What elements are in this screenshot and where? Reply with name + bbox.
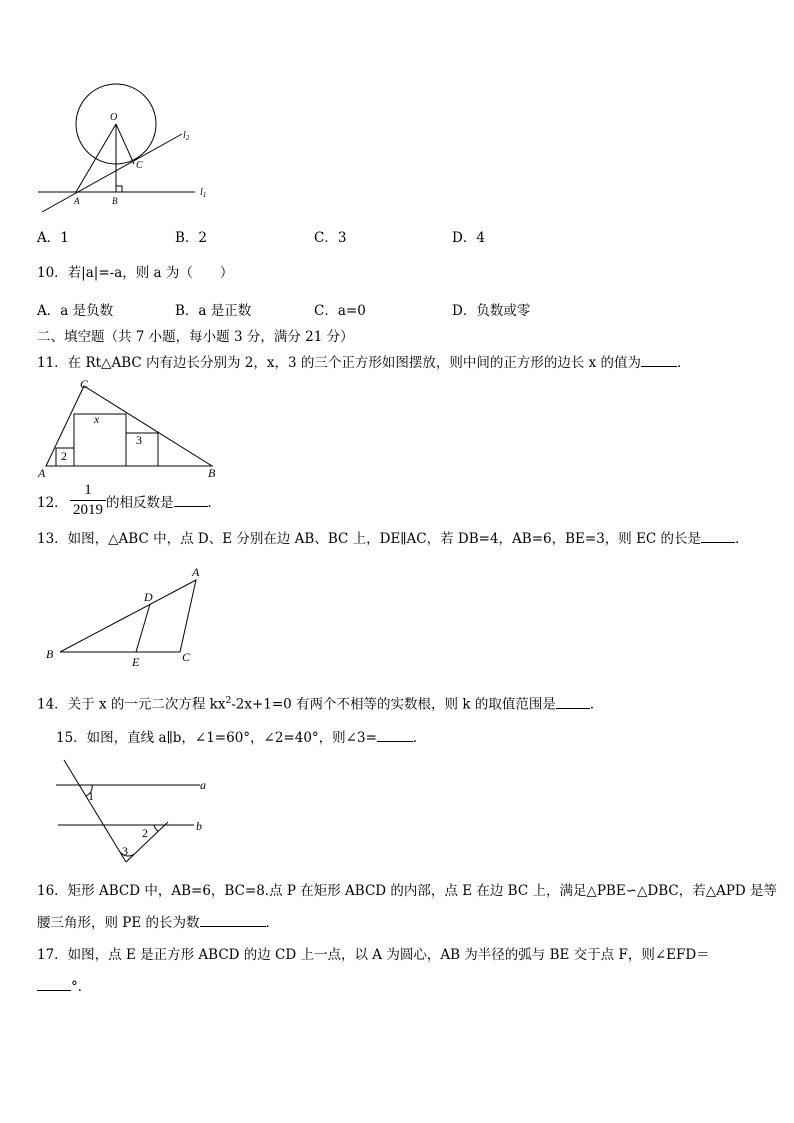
- q10-option-a: A．a 是负数: [37, 303, 114, 319]
- q9-label-l1: $l_1$: [200, 187, 207, 199]
- q11-label-x: x: [94, 412, 100, 426]
- q12-fraction-denominator: 2019: [73, 502, 103, 518]
- q15-answer-blank: [377, 729, 413, 742]
- q14-stem-end: ．: [589, 696, 604, 713]
- q11-stem-end: ．: [677, 355, 691, 371]
- q13-label-a: A: [192, 565, 200, 579]
- q11-answer-blank: [641, 354, 677, 367]
- q15-label-3: 3: [122, 844, 128, 858]
- q17-line2-end: °．: [71, 979, 92, 995]
- q9-option-d: D．4: [452, 230, 485, 246]
- q11-label-a: A: [38, 466, 46, 480]
- q16-line2-text: 腰三角形，则 PE 的长为数: [37, 915, 200, 931]
- q13-figure: [40, 562, 210, 672]
- q9-option-b: B．2: [175, 230, 208, 246]
- q10-option-c: C．a=0: [314, 303, 366, 319]
- q11-label-2: 2: [61, 449, 67, 463]
- q10-stem: 10．若|a|=-a，则 a 为（ ）: [37, 265, 234, 281]
- section-heading: 二、填空题（共 7 小题，每小题 3 分，满分 21 分）: [37, 329, 354, 345]
- q15-transversal: [64, 760, 126, 862]
- q13-stem: [37, 530, 749, 548]
- q12-fraction-bar: [70, 500, 106, 501]
- q15-angle-2-arc: [154, 825, 158, 831]
- q10-option-b: B．a 是正数: [175, 303, 252, 319]
- q13-label-e: E: [132, 655, 140, 669]
- q14-superscript: 2: [225, 696, 232, 706]
- q13-triangle: [60, 580, 196, 652]
- q17-line2: [37, 978, 91, 996]
- q15-stem-text: 15．如图，直线 a∥b，∠1=60°，∠2=40°，则∠3=: [56, 730, 377, 746]
- q12-fraction: [68, 482, 108, 519]
- q9-segment-oc: [116, 124, 134, 164]
- q9-label-b: B: [112, 196, 118, 206]
- q9-right-angle-mark: [116, 186, 122, 192]
- q12-text: [106, 494, 221, 512]
- q17-line1: 17．如图，点 E 是正方形 ABCD 的边 CD 上一点，以 A 为圆心，AB 为半径的弧与 BE 交于点 F，则∠EFD＝: [37, 947, 710, 963]
- q9-figure: [30, 78, 220, 218]
- q15-label-1: 1: [88, 789, 94, 803]
- q12-text-body: 的相反数是: [106, 495, 174, 511]
- q16-line1: 16．矩形 ABCD 中，AB=6，BC=8.点 P 在矩形 ABCD 的内部，点 E 在边 BC 上，满足△PBE∽△DBC，若△APD 是等: [37, 883, 778, 899]
- q17-answer-blank: [37, 978, 71, 991]
- q9-label-c: C: [136, 160, 143, 171]
- q15-figure: [52, 756, 214, 868]
- q11-stem: [37, 354, 691, 372]
- q11-triangle: [46, 386, 212, 466]
- q15-stem: [56, 729, 426, 747]
- q12-fraction-numerator: 1: [84, 482, 92, 498]
- q13-answer-blank: [701, 530, 735, 543]
- q14-stem-pre: 14．关于 x 的一元二次方程 kx: [37, 696, 226, 713]
- q15-label-a: a: [200, 778, 206, 792]
- q15-label-2: 2: [142, 826, 148, 840]
- q14-stem-post: -2x+1=0 有两个不相等的实数根，则 k 的取值范围是: [231, 696, 556, 713]
- q9-option-c: C．3: [314, 230, 347, 246]
- q13-label-c: C: [182, 650, 191, 664]
- q11-label-3: 3: [136, 433, 142, 447]
- q11-square-x: [74, 414, 126, 466]
- q16-answer-blank: [200, 914, 266, 927]
- q11-label-b: B: [208, 466, 216, 480]
- q15-label-b: b: [196, 819, 202, 833]
- q13-label-b: B: [46, 647, 54, 661]
- q11-square-3: [126, 433, 158, 466]
- q11-label-c: C: [80, 377, 89, 391]
- q12-number: 12．: [37, 495, 68, 511]
- q16-line2-end: ．: [265, 915, 280, 931]
- q12-text-end: ．: [207, 495, 221, 511]
- q10-option-d: D．负数或零: [452, 303, 531, 319]
- q15-stem-end: ．: [412, 730, 427, 746]
- q12-answer-blank: [174, 494, 208, 507]
- q9-option-a: A．1: [37, 230, 69, 246]
- q11-figure: [36, 376, 220, 480]
- q11-stem-text: 11．在 Rt△ABC 内有边长分别为 2，x，3 的三个正方形如图摆放，则中间的正方形的边长 x 的值为: [37, 355, 642, 371]
- q13-label-d: D: [144, 590, 153, 604]
- q9-label-a: A: [74, 196, 80, 206]
- q16-line2: [37, 914, 279, 932]
- q9-label-l2: $l_2$: [183, 130, 190, 142]
- q9-label-o: O: [110, 112, 118, 123]
- q13-stem-text: 13．如图，△ABC 中，点 D、E 分别在边 AB、BC 上，DE∥AC，若 DB=4，AB=6，BE=3，则 EC 的长是: [37, 531, 702, 547]
- q14-stem: [37, 692, 603, 714]
- q14-answer-blank: [556, 696, 590, 709]
- q13-stem-end: ．: [735, 531, 749, 547]
